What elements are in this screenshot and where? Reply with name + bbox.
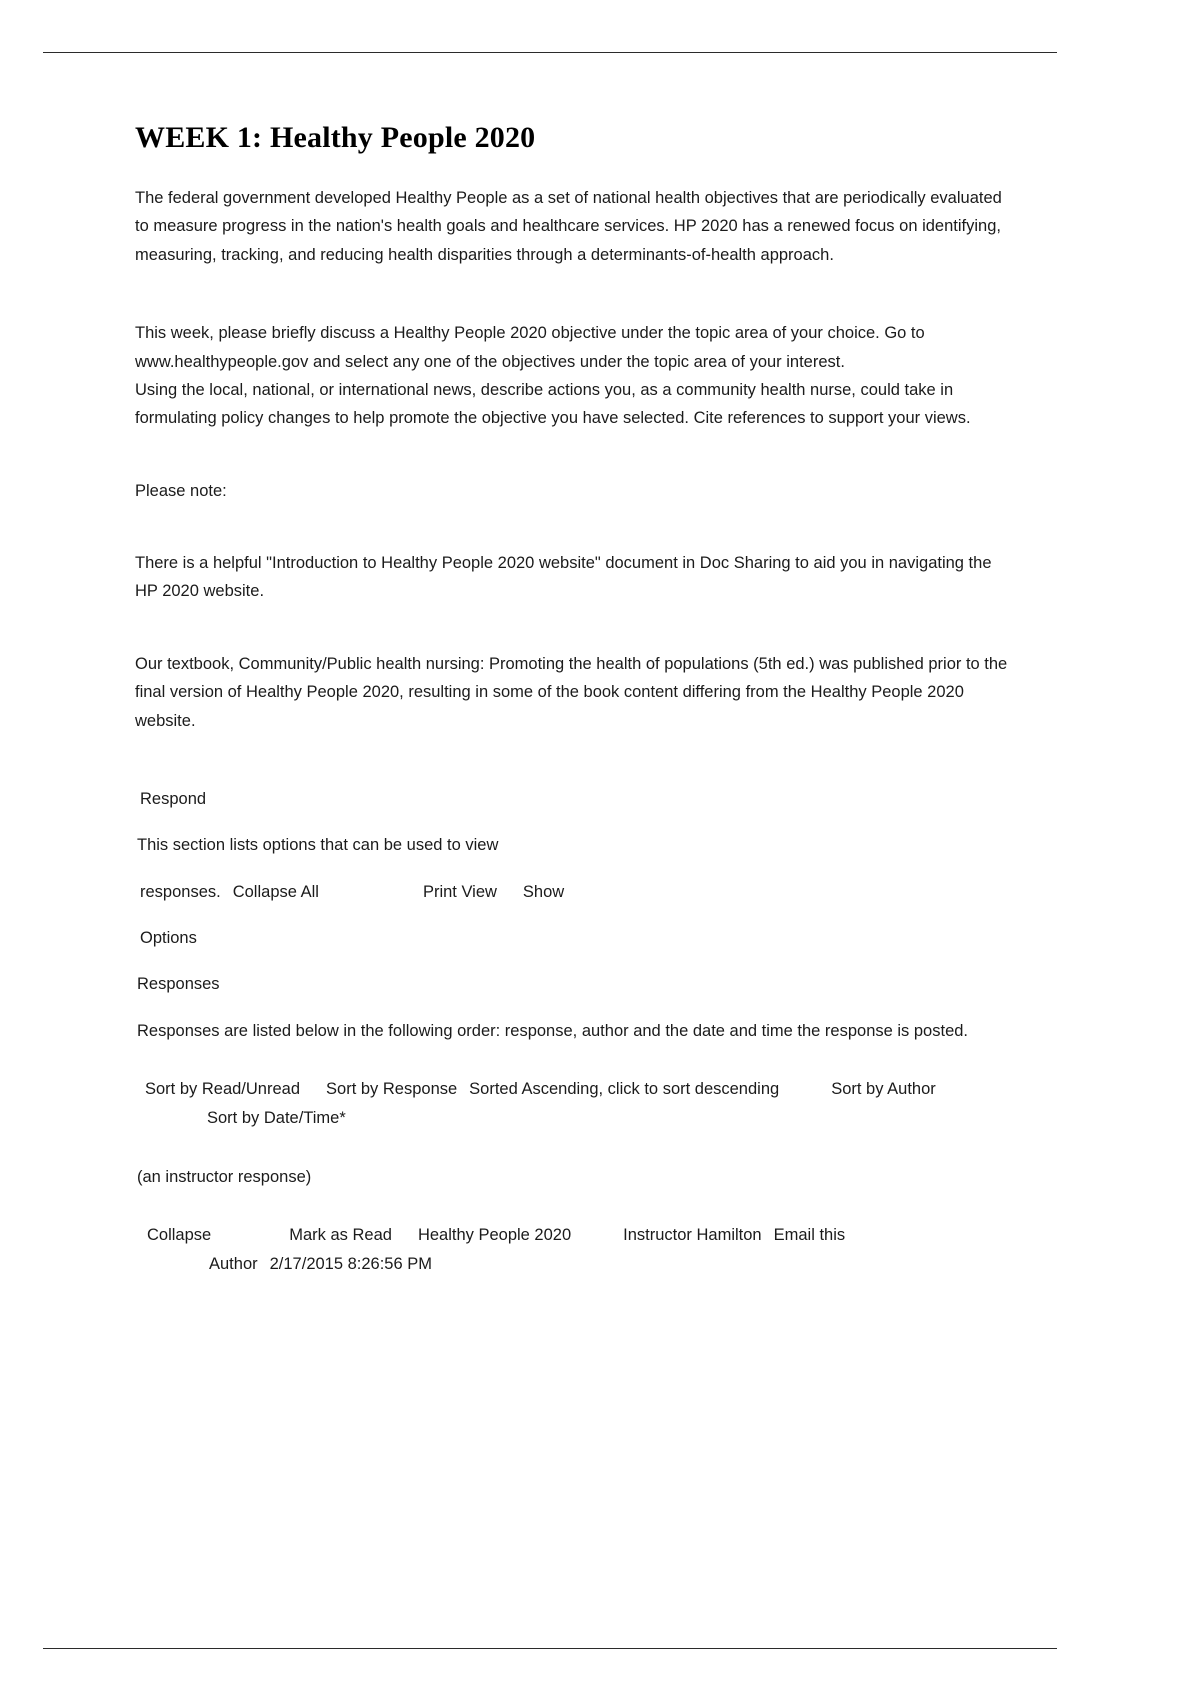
assignment-paragraph-2: Using the local, national, or international news, describe actions you, as a community health nurse, could take in formulating policy changes to help promote the objective you have selected. Cite references to support your views.: [135, 380, 971, 428]
spacer: [140, 999, 1015, 1017]
response-subject[interactable]: Healthy People 2020: [417, 1226, 572, 1245]
respond-button[interactable]: Respond: [140, 789, 207, 808]
header-divider: [43, 52, 1057, 53]
responses-heading: Responses: [137, 975, 220, 994]
spacer: [135, 735, 1015, 785]
email-this-link[interactable]: Email this: [773, 1226, 846, 1245]
email-author-link[interactable]: Author: [209, 1255, 258, 1274]
spacer: [140, 1045, 1015, 1075]
sorted-ascending-button[interactable]: Sorted Ascending, click to sort descending: [469, 1080, 780, 1099]
view-options-row: [140, 878, 1015, 906]
responses-word: responses.: [140, 882, 221, 901]
print-view-button[interactable]: Print View: [422, 882, 497, 901]
instructor-response-note: (an instructor response): [137, 1167, 312, 1186]
response-author: Instructor Hamilton: [623, 1226, 762, 1245]
note-paragraph-2: Our textbook, Community/Public health nursing: Promoting the health of populations (5th ed.) was published prior to the final version of Healthy People 2020, resulting in some of the book content differing from the Healthy People 2020 website.: [135, 654, 1008, 730]
document-body: [135, 120, 1015, 1279]
mark-as-read-button[interactable]: Mark as Read: [289, 1226, 392, 1245]
spacer: [140, 860, 1015, 878]
collapse-button[interactable]: Collapse: [147, 1226, 212, 1245]
note-paragraph-1: There is a helpful "Introduction to Healthy People 2020 website" document in Doc Sharing to aid you in navigating the HP 2020 website.: [135, 554, 992, 601]
spacer: [140, 1191, 1015, 1221]
collapse-all-button[interactable]: Collapse All: [232, 882, 319, 901]
sort-by-read-unread-button[interactable]: Sort by Read/Unread: [145, 1080, 301, 1099]
spacer: [140, 813, 1015, 831]
response-meta: [209, 1250, 1015, 1279]
options-intro-text: This section lists options that can be used to view: [137, 836, 499, 855]
footer-divider: [43, 1648, 1057, 1649]
spacer: [135, 606, 1015, 650]
sort-by-response-button[interactable]: Sort by Response: [326, 1080, 458, 1099]
intro-paragraph: The federal government developed Healthy People as a set of national health objectives that are periodically evaluated to measure progress in the nation's health goals and healthcare services. HP 2020 has a renewed focus on identifying, measuring, tracking, and reducing health disparities through a determinants-of-health approach.: [135, 189, 1002, 264]
spacer: [135, 433, 1015, 477]
options-button[interactable]: Options: [140, 929, 197, 947]
page-title: WEEK 1: Healthy People 2020: [135, 121, 536, 154]
sort-by-author-button[interactable]: Sort by Author: [831, 1080, 936, 1099]
sort-controls: [145, 1075, 1015, 1133]
sort-by-date-time-button[interactable]: Sort by Date/Time*: [207, 1109, 346, 1127]
respond-section: [137, 785, 1015, 1279]
response-timestamp: 2/17/2015 8:26:56 PM: [269, 1255, 432, 1274]
spacer: [135, 505, 1015, 549]
response-item: [147, 1221, 1015, 1279]
spacer: [140, 906, 1015, 924]
responses-order-text: Responses are listed below in the following order: response, author and the date and time the response is posted.: [137, 1021, 969, 1040]
spacer: [140, 952, 1015, 970]
spacer: [140, 1133, 1015, 1163]
assignment-paragraph-1: This week, please briefly discuss a Healthy People 2020 objective under the topic area of your choice. Go to www.healthypeople.gov and select any one of the objectives under the topic area of your interest.: [135, 324, 925, 371]
spacer: [135, 269, 1015, 319]
please-note-label: Please note:: [135, 481, 227, 500]
show-button[interactable]: Show: [522, 882, 565, 901]
